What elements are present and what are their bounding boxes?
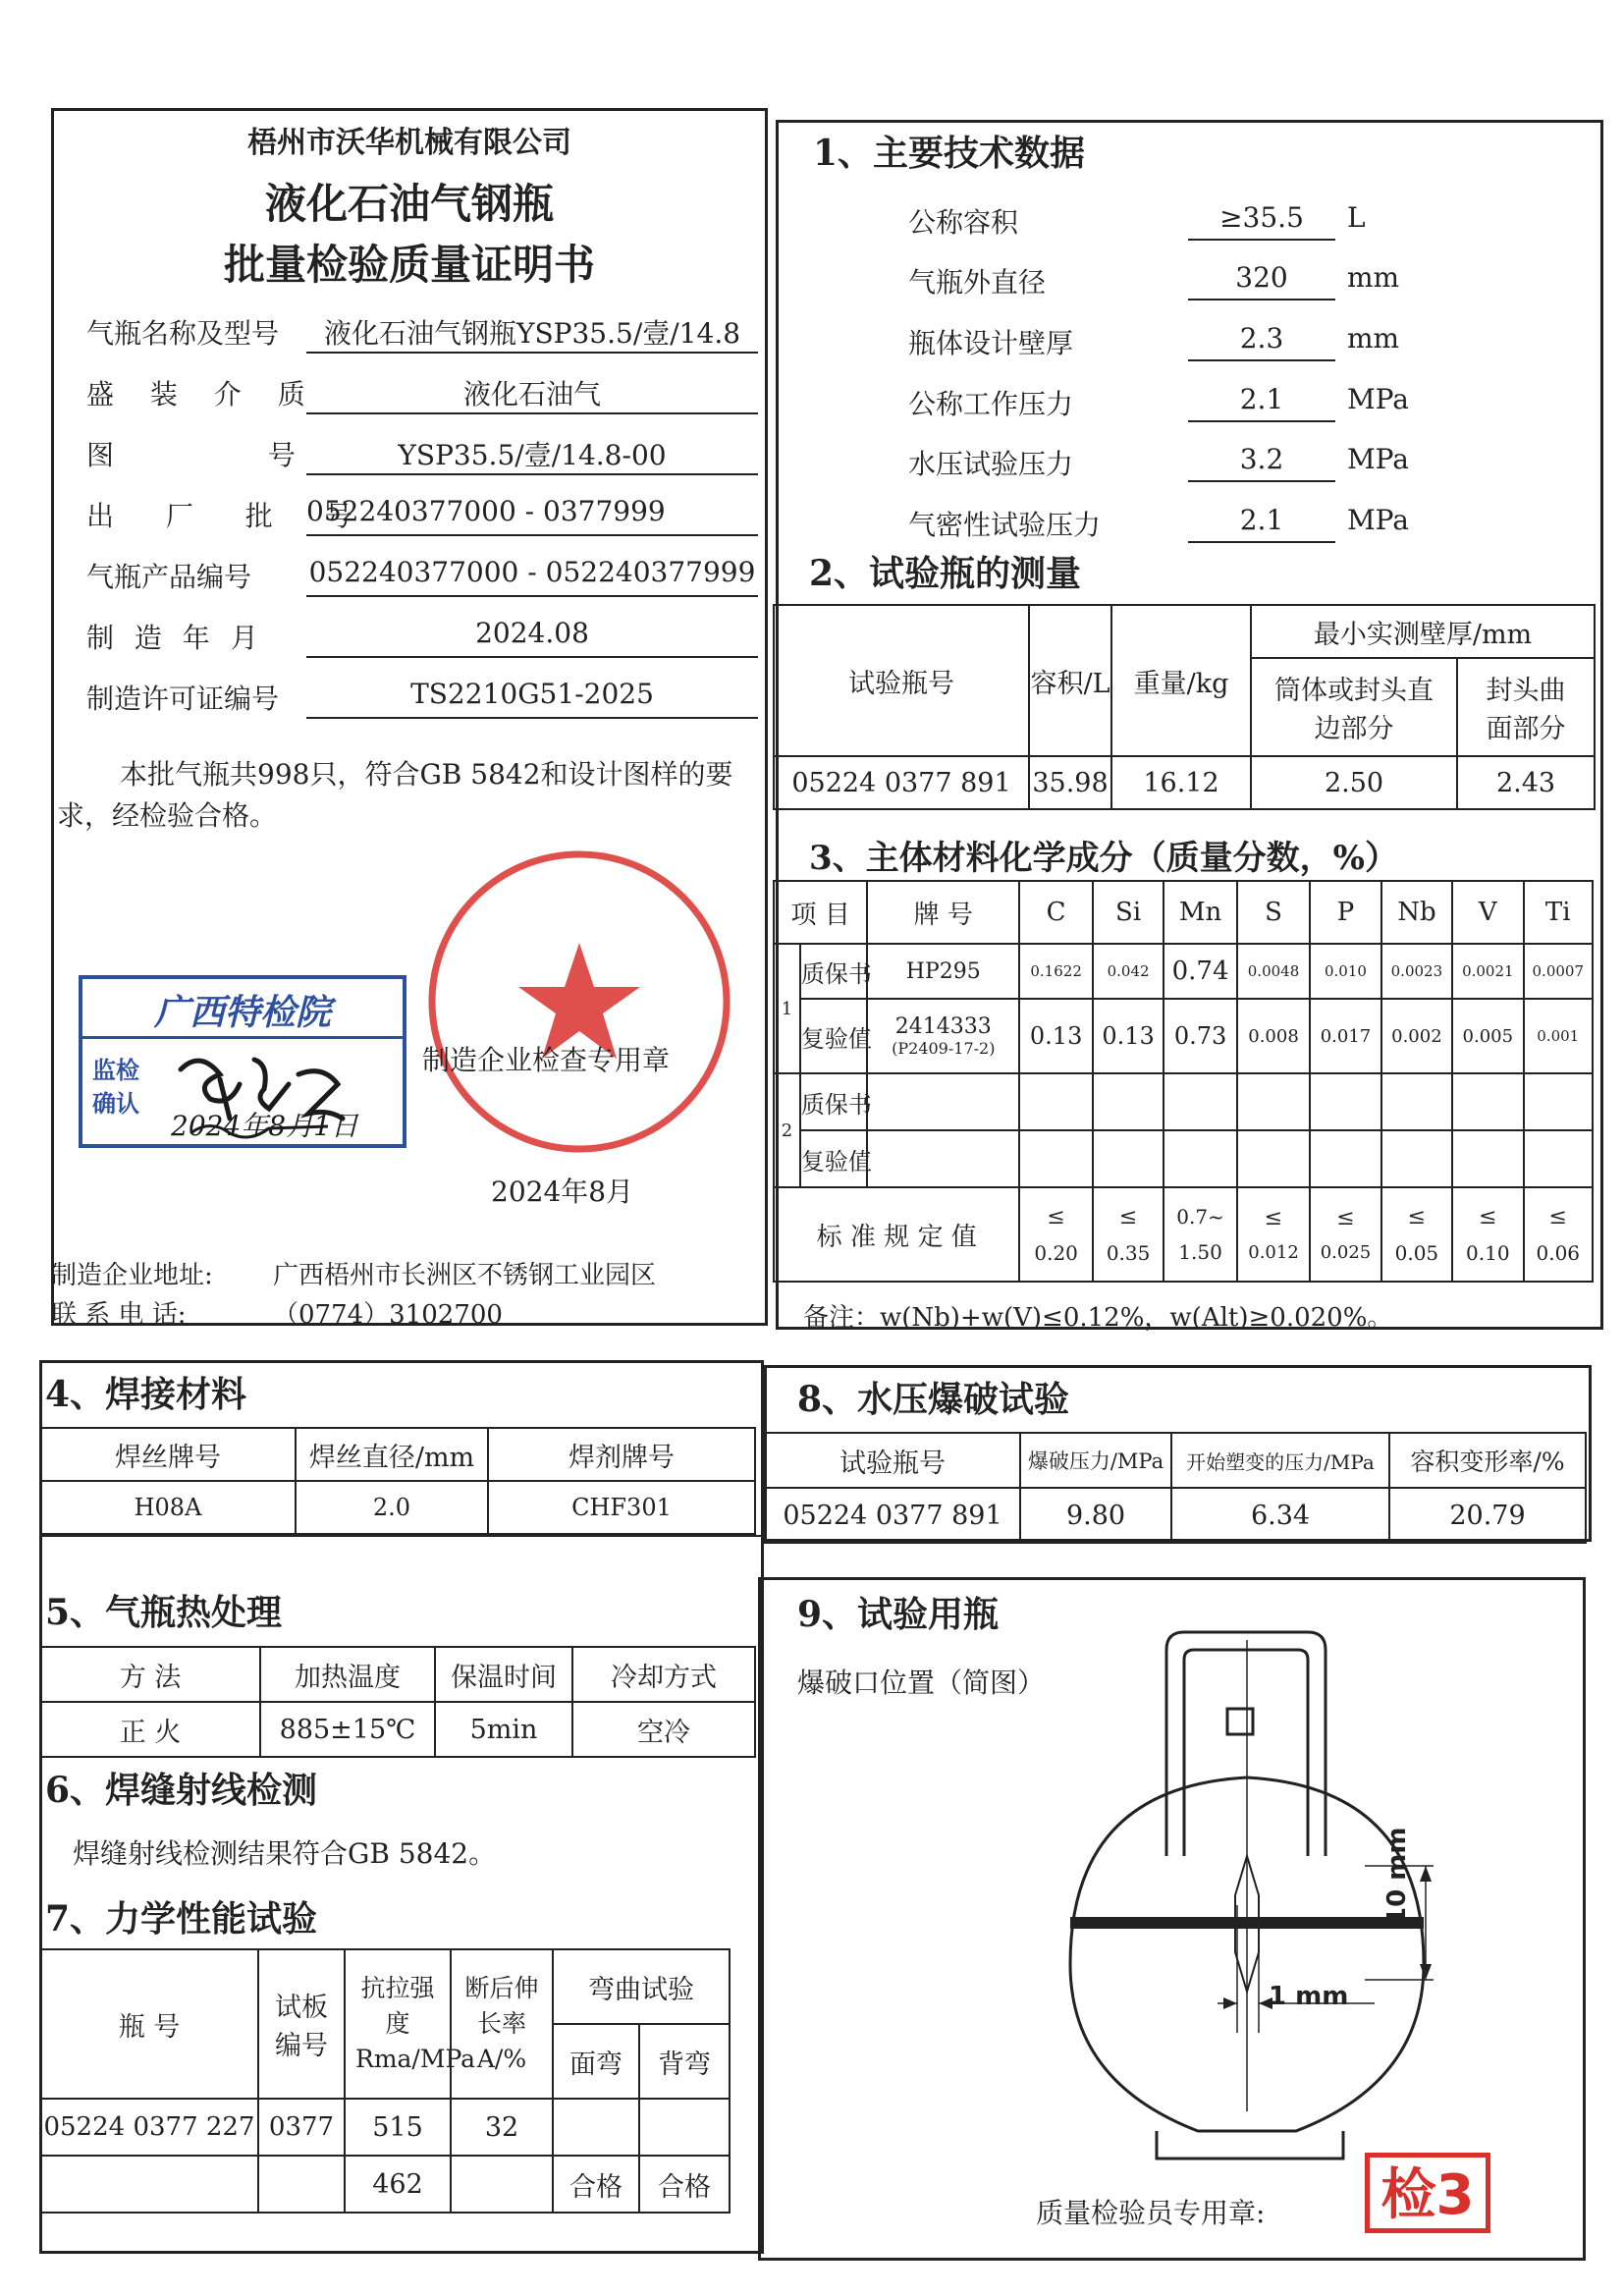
- xray-heading: 6、焊缝射线检测: [45, 1770, 318, 1811]
- chem-std-P-bot: 0.025: [1320, 1242, 1372, 1263]
- burst-heading: 8、水压爆破试验: [797, 1379, 1070, 1420]
- tech-label-wall: 瓶体设计壁厚: [908, 327, 1074, 359]
- chem-el-V: V: [1452, 881, 1523, 944]
- chem-std-Nb: [1381, 1187, 1452, 1282]
- chem-r1-P: 0.010: [1310, 944, 1380, 999]
- chem-std-S-bot: 0.012: [1248, 1242, 1299, 1263]
- measure-h-min: 最小实测壁厚/mm: [1251, 605, 1595, 658]
- chem-r1-grade: HP295: [867, 944, 1019, 999]
- heat-method: 正 火: [40, 1702, 260, 1757]
- measure-h-wt: 重量/kg: [1111, 605, 1251, 756]
- heat-h-cool: 冷却方式: [572, 1647, 755, 1702]
- heat-temp: 885±15℃: [260, 1702, 435, 1757]
- tech-value-capacity: ≥35.5: [1188, 201, 1335, 241]
- chem-std-C-top: ≤: [1047, 1204, 1065, 1230]
- weld-flux: CHF301: [488, 1481, 755, 1534]
- sketch-caption: 爆破口位置（简图）: [797, 1667, 1046, 1699]
- chem-std-Nb-top: ≤: [1407, 1204, 1427, 1230]
- chem-r1-Ti: 0.0007: [1524, 944, 1593, 999]
- field-value-date: 2024.08: [306, 617, 758, 658]
- inspection-role: 监检确认: [92, 1056, 139, 1118]
- field-value-batch: 052240377000 - 0377999: [306, 495, 758, 536]
- mech-plate: 0377: [258, 2099, 345, 2156]
- mech-h-face: 面弯: [553, 2024, 639, 2099]
- mech-tensile-2: 462: [345, 2156, 451, 2213]
- inspector-label: 质量检验员专用章:: [1036, 2197, 1266, 2229]
- mech-tensile-1: 515: [345, 2099, 451, 2156]
- field-label-batch: 出 厂 批 号: [86, 500, 374, 532]
- mech-h-elong: 断后伸长率A/%: [451, 1949, 553, 2099]
- chem-std-Mn-bot: 1.50: [1178, 1240, 1222, 1264]
- chem-std-C: [1019, 1187, 1092, 1282]
- address-value: 广西梧州市长洲区不锈钢工业园区: [273, 1261, 657, 1290]
- heat-table: [39, 1646, 756, 1758]
- burst-no: 05224 0377 891: [765, 1488, 1020, 1543]
- cert-title-1: 液化石油气钢瓶: [264, 180, 554, 228]
- mech-h-no: 瓶 号: [40, 1949, 258, 2099]
- chem-std-C-bot: 0.20: [1034, 1240, 1078, 1265]
- mech-no: 05224 0377 227: [40, 2099, 258, 2156]
- mech-h-back: 背弯: [639, 2024, 730, 2099]
- tech-unit-work-pressure: MPa: [1347, 383, 1409, 415]
- mech-h-plate: 试板编号: [258, 1949, 345, 2099]
- chem-std-V-top: ≤: [1479, 1204, 1497, 1230]
- chem-r4-label: 复验值: [800, 1130, 867, 1187]
- chem-el-Si: Si: [1093, 881, 1164, 944]
- field-label-drawing: 图 号: [86, 439, 368, 471]
- chem-r1-S: 0.0048: [1237, 944, 1310, 999]
- mech-back: 合格: [639, 2156, 730, 2213]
- chem-std-Si-bot: 0.35: [1106, 1240, 1151, 1265]
- field-value-drawing: YSP35.5/壹/14.8-00: [306, 434, 758, 475]
- chem-el-Nb: Nb: [1381, 881, 1452, 944]
- chem-group-1: 1: [774, 944, 800, 1073]
- heat-heading: 5、气瓶热处理: [45, 1592, 283, 1633]
- mech-table: [39, 1948, 731, 2214]
- heat-hold: 5min: [435, 1702, 572, 1757]
- chem-std-V-bot: 0.10: [1466, 1240, 1510, 1265]
- chem-std-V: [1452, 1187, 1523, 1282]
- chem-std-Ti-top: ≤: [1548, 1204, 1567, 1230]
- chem-r2-Si: 0.13: [1093, 999, 1164, 1073]
- tech-label-diameter: 气瓶外直径: [908, 266, 1047, 299]
- field-value-medium: 液化石油气: [306, 373, 758, 414]
- mech-heading: 7、力学性能试验: [45, 1898, 318, 1940]
- inspection-date: 2024年8月1日: [171, 1110, 358, 1142]
- measure-head: 2.43: [1457, 756, 1595, 809]
- chem-r3-label: 质保书: [800, 1073, 867, 1130]
- address-label: 制造企业地址:: [51, 1261, 213, 1290]
- tech-unit-wall: mm: [1347, 322, 1400, 355]
- measure-heading: 2、试验瓶的测量: [809, 553, 1082, 594]
- measure-wt: 16.12: [1111, 756, 1251, 809]
- tech-unit-diameter: mm: [1347, 261, 1400, 294]
- burst-deform: 20.79: [1389, 1488, 1586, 1543]
- weld-h-flux: 焊剂牌号: [488, 1428, 755, 1481]
- chem-std-P-top: ≤: [1336, 1206, 1355, 1230]
- measure-vol: 35.98: [1029, 756, 1111, 809]
- dim-width: 1 mm: [1269, 1982, 1349, 2011]
- chem-r2-Mn: 0.73: [1164, 999, 1236, 1073]
- burst-pressure: 9.80: [1020, 1488, 1171, 1543]
- chem-heading: 3、主体材料化学成分（质量分数，%）: [809, 839, 1398, 878]
- mech-h-tensile: 抗拉强度Rma/MPa: [345, 1949, 451, 2099]
- field-label-license: 制造许可证编号: [86, 683, 280, 715]
- weld-heading: 4、焊接材料: [45, 1374, 247, 1415]
- tech-unit-capacity: L: [1347, 201, 1366, 234]
- field-value-license: TS2210G51-2025: [306, 678, 758, 719]
- tech-value-leak-pressure: 2.1: [1188, 504, 1335, 543]
- field-label-serial: 气瓶产品编号: [86, 561, 252, 593]
- measure-h-head: 封头曲面部分: [1457, 658, 1595, 756]
- field-value-model: 液化石油气钢瓶YSP35.5/壹/14.8: [306, 312, 758, 354]
- seal-caption: 制造企业检查专用章: [422, 1044, 671, 1076]
- tech-label-leak-pressure: 气密性试验压力: [908, 509, 1102, 541]
- chem-r1-Mn: 0.74: [1164, 944, 1236, 999]
- weld-h-wire: 焊丝牌号: [40, 1428, 296, 1481]
- heat-cool: 空冷: [572, 1702, 755, 1757]
- inspection-stamp: [79, 975, 406, 1148]
- tech-label-work-pressure: 公称工作压力: [908, 388, 1074, 420]
- chem-std-Mn-top: 0.7~: [1176, 1205, 1224, 1229]
- dim-height: 10 mm: [1382, 1827, 1412, 1925]
- measure-h-no: 试验瓶号: [774, 605, 1029, 756]
- measure-no: 05224 0377 891: [774, 756, 1029, 809]
- chem-std-P: [1310, 1187, 1380, 1282]
- chem-r1-V: 0.0021: [1452, 944, 1523, 999]
- chem-h-item: 项 目: [774, 881, 867, 944]
- chem-std-Si: [1093, 1187, 1164, 1282]
- field-label-date: 制 造 年 月: [86, 622, 264, 654]
- burst-table: [764, 1432, 1587, 1544]
- weld-table: [39, 1427, 756, 1535]
- chem-r2-grade: 2414333: [894, 1014, 992, 1039]
- mech-face: 合格: [553, 2156, 639, 2213]
- tech-value-hydro-pressure: 3.2: [1188, 443, 1335, 482]
- seal-date: 2024年8月: [491, 1175, 634, 1208]
- chem-r1-label: 质保书: [800, 944, 867, 999]
- chem-std-S-top: ≤: [1264, 1206, 1283, 1230]
- chem-el-C: C: [1019, 881, 1092, 944]
- tech-label-hydro-pressure: 水压试验压力: [908, 448, 1074, 480]
- heat-h-hold: 保温时间: [435, 1647, 572, 1702]
- chem-el-Mn: Mn: [1164, 881, 1236, 944]
- heat-h-temp: 加热温度: [260, 1647, 435, 1702]
- burst-h-pressure: 爆破压力/MPa: [1020, 1433, 1171, 1488]
- phone-value: （0774）3102700: [273, 1300, 503, 1330]
- chem-r2-label: 复验值: [800, 999, 867, 1073]
- tech-unit-leak-pressure: MPa: [1347, 504, 1409, 536]
- chem-std-S: [1237, 1187, 1310, 1282]
- chem-std-Mn: [1164, 1187, 1236, 1282]
- chem-std-label: 标 准 规 定 值: [774, 1187, 1019, 1282]
- chem-r1-Nb: 0.0023: [1381, 944, 1452, 999]
- burst-h-deform: 容积变形率/%: [1389, 1433, 1586, 1488]
- measure-table: [773, 604, 1596, 810]
- chem-r2-Nb: 0.002: [1381, 999, 1452, 1073]
- burst-h-no: 试验瓶号: [765, 1433, 1020, 1488]
- chem-group-2: 2: [774, 1073, 800, 1187]
- tech-value-wall: 2.3: [1188, 322, 1335, 361]
- chem-h-grade: 牌 号: [867, 881, 1019, 944]
- field-value-serial: 052240377000 - 052240377999: [306, 556, 758, 597]
- company-name: 梧州市沃华机械有限公司: [247, 126, 571, 160]
- measure-h-body: 筒体或封头直边部分: [1251, 658, 1457, 756]
- burst-yield: 6.34: [1171, 1488, 1389, 1543]
- chem-r2-Ti: 0.001: [1524, 999, 1593, 1073]
- heat-h-method: 方 法: [40, 1647, 260, 1702]
- field-label-model: 气瓶名称及型号: [86, 317, 280, 350]
- measure-body: 2.50: [1251, 756, 1457, 809]
- mech-h-bend: 弯曲试验: [553, 1949, 730, 2024]
- chem-r1-C: 0.1622: [1019, 944, 1092, 999]
- sketch-heading: 9、试验用瓶: [797, 1594, 1000, 1635]
- chem-note: 备注：w(Nb)+w(V)≤0.12%，w(Alt)≥0.020%。: [803, 1303, 1393, 1333]
- chem-r2-grade-sub: (P2409-17-2): [892, 1039, 996, 1058]
- burst-h-yield: 开始塑变的压力/MPa: [1171, 1433, 1389, 1488]
- tech-unit-hydro-pressure: MPa: [1347, 443, 1409, 475]
- tech-label-capacity: 公称容积: [908, 206, 1019, 239]
- cert-title-2: 批量检验质量证明书: [223, 241, 595, 289]
- tech-value-work-pressure: 2.1: [1188, 383, 1335, 422]
- chem-r2-grade-cell: [867, 999, 1019, 1073]
- chem-r1-Si: 0.042: [1093, 944, 1164, 999]
- chem-el-S: S: [1237, 881, 1310, 944]
- chem-el-P: P: [1310, 881, 1380, 944]
- chem-std-Si-top: ≤: [1118, 1204, 1138, 1230]
- chem-std-Ti: [1524, 1187, 1593, 1282]
- chem-r2-S: 0.008: [1237, 999, 1310, 1073]
- chem-r2-V: 0.005: [1452, 999, 1523, 1073]
- tech-heading: 1、主要技术数据: [813, 133, 1086, 174]
- measure-h-vol: 容积/L: [1029, 605, 1111, 756]
- chem-table: [773, 880, 1594, 1283]
- chem-r2-P: 0.017: [1310, 999, 1380, 1073]
- chem-std-Nb-bot: 0.05: [1394, 1240, 1439, 1265]
- weld-dia: 2.0: [296, 1481, 488, 1534]
- phone-label: 联 系 电 话:: [51, 1300, 187, 1330]
- field-label-medium: 盛 装 介 质: [86, 378, 319, 410]
- chem-r2-C: 0.13: [1019, 999, 1092, 1073]
- statement-text: 本批气瓶共998只，符合GB 5842和设计图样的要求，经检验合格。: [57, 758, 733, 832]
- xray-text: 焊缝射线检测结果符合GB 5842。: [73, 1837, 497, 1870]
- weld-wire: H08A: [40, 1481, 296, 1534]
- inspection-org: 广西特检院: [153, 992, 331, 1033]
- tech-value-diameter: 320: [1188, 261, 1335, 301]
- chem-el-Ti: Ti: [1524, 881, 1593, 944]
- mech-elong: 32: [451, 2099, 553, 2156]
- chem-std-Ti-bot: 0.06: [1536, 1240, 1581, 1265]
- weld-h-dia: 焊丝直径/mm: [296, 1428, 488, 1481]
- company-seal: [422, 845, 736, 1159]
- inspector-stamp: 检3: [1365, 2153, 1490, 2233]
